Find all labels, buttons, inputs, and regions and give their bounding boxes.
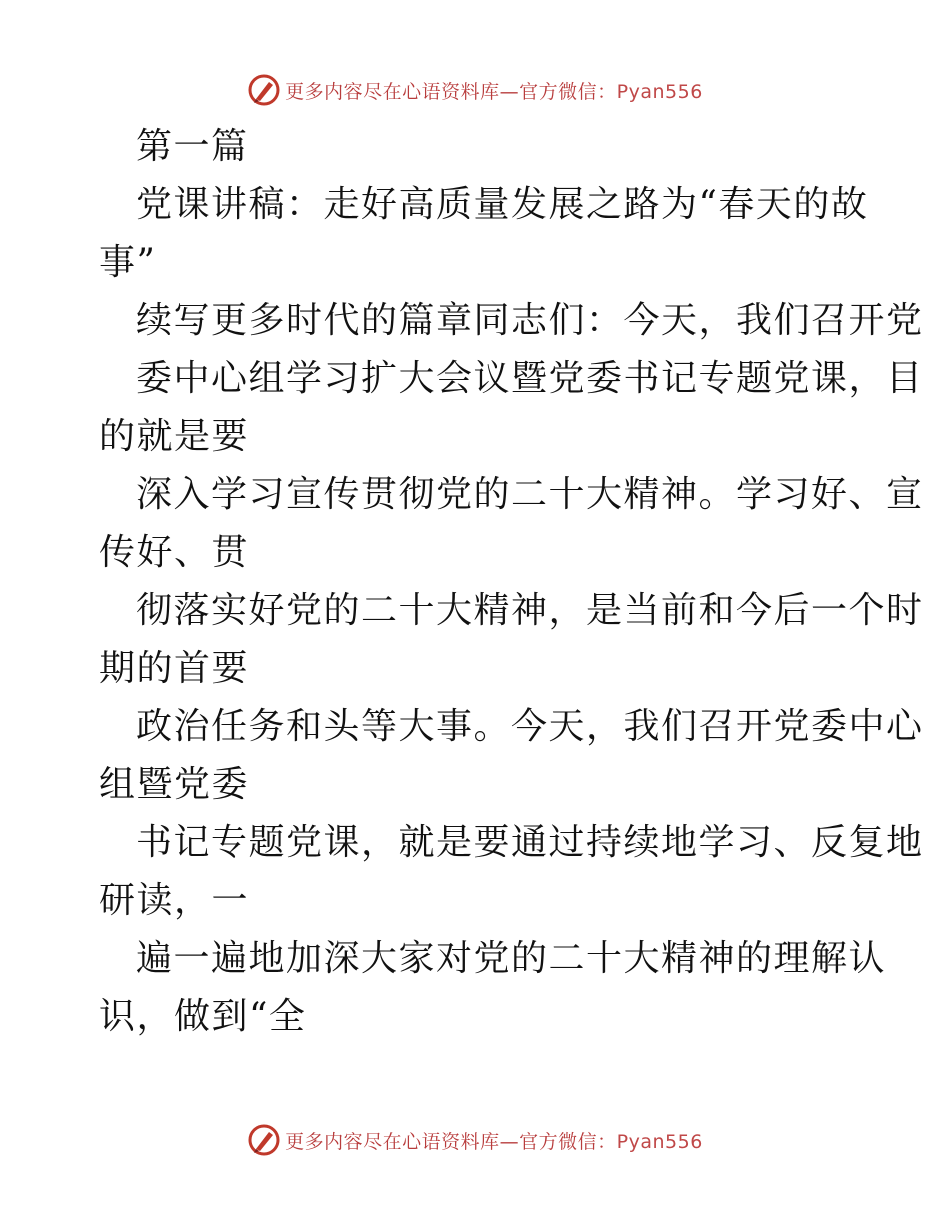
header-watermark-banner (0, 70, 950, 110)
text-line: 深入学习宣传贯彻党的二十大精神。学习好、宣 (136, 474, 924, 515)
text-line: 政治任务和头等大事。今天，我们召开党委中心 (136, 706, 924, 747)
banner-text: 更多内容尽在心语资料库—官方微信：Pyan556 (285, 80, 703, 103)
text-line: 书记专题党课，就是要通过持续地学习、反复地 (136, 822, 924, 863)
pen-logo-icon (247, 73, 281, 107)
text-line: 期的首要 (99, 648, 250, 689)
heading-line: 第一篇 (136, 126, 249, 167)
text-line: 研读，一 (99, 880, 250, 921)
text-line: 委中心组学习扩大会议暨党委书记专题党课，目 (136, 358, 924, 399)
text-line: 党课讲稿：走好高质量发展之路为“春天的故 (136, 184, 869, 225)
text-line: 续写更多时代的篇章同志们：今天，我们召开党 (136, 300, 924, 341)
text-line: 彻落实好党的二十大精神，是当前和今后一个时 (136, 590, 924, 631)
text-line: 组暨党委 (99, 764, 250, 805)
banner-text: 更多内容尽在心语资料库—官方微信：Pyan556 (285, 1130, 703, 1153)
text-line: 识，做到“全 (99, 996, 307, 1037)
text-line: 传好、贯 (99, 532, 250, 573)
text-line: 事” (99, 242, 157, 283)
text-line: 遍一遍地加深大家对党的二十大精神的理解认 (136, 938, 887, 979)
wechat-id: Pyan556 (616, 1130, 703, 1153)
pen-logo-icon (247, 1123, 281, 1157)
text-line: 的就是要 (99, 416, 250, 457)
footer-watermark-banner (0, 1120, 950, 1160)
wechat-id: Pyan556 (616, 80, 703, 103)
